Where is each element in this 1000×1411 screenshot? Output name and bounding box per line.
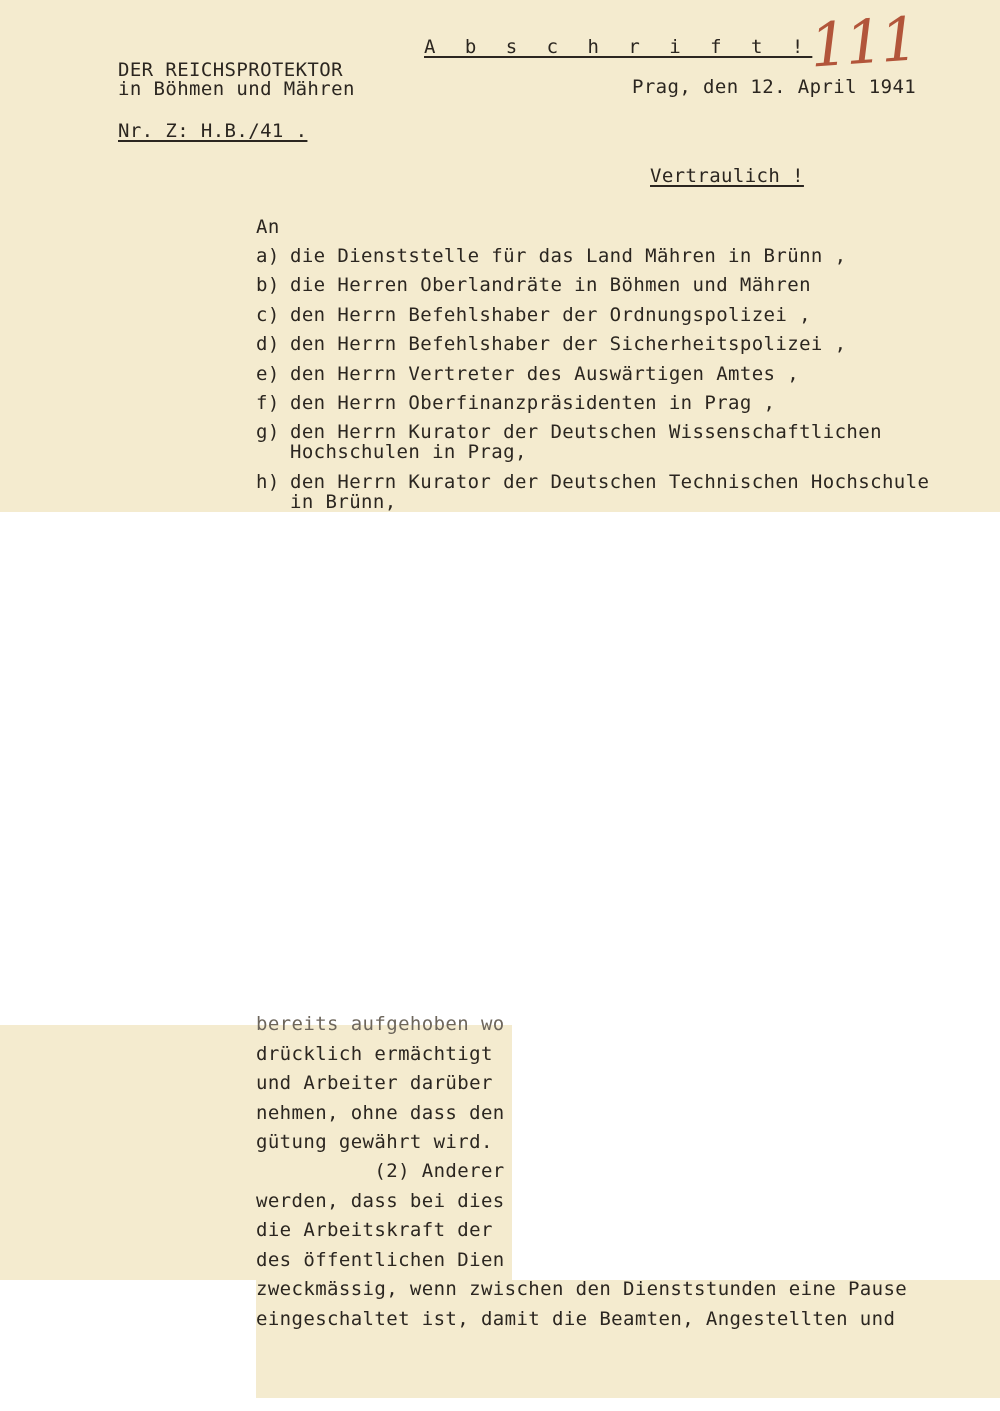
recipient-item: die Dienststelle für das Land Mähren in Brünn , bbox=[290, 245, 847, 267]
recipient-marker: a) bbox=[256, 245, 280, 267]
recipient-marker: e) bbox=[256, 363, 280, 385]
recipient-item: den Herrn Befehlshaber der Sicherheitspolizei , bbox=[290, 333, 847, 355]
sender-line-2: in Böhmen und Mähren bbox=[118, 78, 355, 100]
recipient-item: den Herrn Kurator der Deutschen Technischen Hochschule bbox=[290, 471, 930, 493]
body-line: des öffentlichen Dien bbox=[256, 1249, 505, 1271]
recipient-marker: g) bbox=[256, 421, 280, 443]
body-line: nehmen, ohne dass den bbox=[256, 1102, 505, 1124]
body-line: gütung gewährt wird. bbox=[256, 1131, 493, 1153]
body-fragment-left bbox=[256, 1013, 512, 1280]
recipient-marker: b) bbox=[256, 274, 280, 296]
body-line: zweckmässig, wenn zwischen den Dienststunden eine Pause bbox=[256, 1278, 908, 1300]
classification-mark: Vertraulich ! bbox=[650, 165, 804, 187]
body-line: drücklich ermächtigt bbox=[256, 1043, 493, 1065]
body-line: eingeschaltet ist, damit die Beamten, Angestellten und bbox=[256, 1308, 896, 1330]
recipient-marker: h) bbox=[256, 471, 280, 493]
recipient-item: den Herrn Vertreter des Auswärtigen Amtes , bbox=[290, 363, 800, 385]
recipient-marker: f) bbox=[256, 392, 280, 414]
sender-line-1: DER REICHSPROTEKTOR bbox=[118, 59, 343, 81]
document-title: A b s c h r i f t ! bbox=[424, 36, 813, 58]
recipient-marker: d) bbox=[256, 333, 280, 355]
recipient-item: die Herren Oberlandräte in Böhmen und Mähren bbox=[290, 274, 811, 296]
reference-number: Nr. Z: H.B./41 . bbox=[118, 120, 308, 142]
body-line: die Arbeitskraft der bbox=[256, 1219, 493, 1241]
recipient-continuation-clip bbox=[240, 489, 500, 512]
body-fragment-bottom bbox=[256, 1280, 1000, 1398]
body-line: (2) Anderer bbox=[256, 1160, 505, 1182]
recipient-item: den Herrn Befehlshaber der Ordnungspolizei , bbox=[290, 304, 811, 326]
recipient-item-continuation: Hochschulen in Prag, bbox=[290, 441, 527, 463]
recipient-item: den Herrn Kurator der Deutschen Wissenschaftlichen bbox=[290, 421, 882, 443]
body-line: und Arbeiter darüber bbox=[256, 1072, 493, 1094]
page-number-handwritten: 111 bbox=[807, 4, 918, 82]
place-date: Prag, den 12. April 1941 bbox=[632, 76, 917, 98]
body-line-cut: bereits aufgehoben wo bbox=[256, 1013, 505, 1035]
recipients-intro: An bbox=[256, 216, 280, 238]
body-line: werden, dass bei dies bbox=[256, 1190, 505, 1212]
recipient-item: den Herrn Oberfinanzpräsidenten in Prag , bbox=[290, 392, 776, 414]
recipient-marker: c) bbox=[256, 304, 280, 326]
recipient-item-continuation: in Brünn, bbox=[290, 491, 397, 513]
